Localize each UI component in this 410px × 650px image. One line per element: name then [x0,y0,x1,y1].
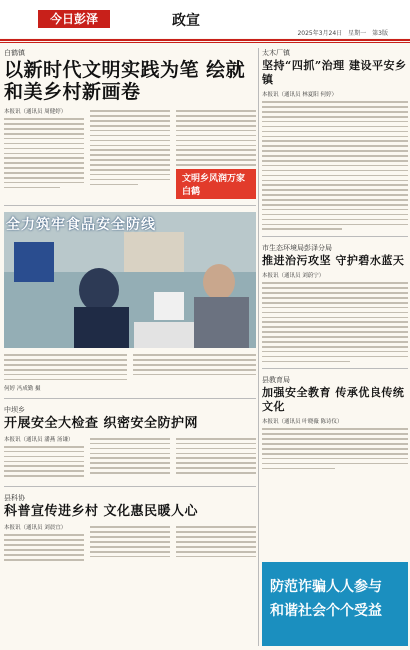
left-column [4,48,256,564]
text-block [90,110,170,185]
text-block [176,110,256,165]
column-divider [258,48,259,646]
masthead-rule [0,39,410,41]
story-byline: 本报讯（通讯员 刘晨宜） [4,525,67,532]
story-kicker: 白鹤镇 [4,49,25,57]
story-kicker: 中坝乡 [4,405,25,414]
text-block [4,118,84,188]
divider [4,205,256,206]
story-headline: 开展安全大检查 织密安全防护网 [4,415,199,431]
masthead [0,0,410,38]
divider [4,398,256,399]
photo-credit: 何婷 冯成勤 摄 [4,385,41,392]
newspaper-brand: 今日彭泽 [38,10,110,28]
lead-story-banner: 文明乡风润万家 白鹤 [176,169,256,199]
anti-fraud-banner [262,562,408,646]
divider [262,368,408,369]
story-byline: 本报讯（通讯员 叶晓薇 陈诗仪） [262,419,343,426]
photo-overlay-title: 全力筑牢食品安全防线 [6,216,156,233]
lead-story [4,48,256,199]
right-story-1 [262,48,408,230]
story-kicker: 县科协 [4,494,25,503]
photo-caption [4,351,256,392]
story-byline: 本报讯（通讯员 林夏阳 何婷） [262,92,337,98]
story-byline: 本报讯（通讯员 潘燕 汤谦） [4,436,74,443]
story-headline: 坚持“四抓”治理 建设平安乡镇 [262,59,407,86]
right-column [262,48,408,473]
divider [4,486,256,487]
story-kicker: 县教育局 [262,376,290,385]
right-story-3 [262,375,408,469]
right-story-2 [262,243,408,362]
story-body [4,107,256,199]
masthead-rule-thin [0,42,410,43]
dateline: 2025年3月24日 星期一 第3版 [297,30,388,37]
story-headline: 推进治污攻坚 守护碧水蓝天 [262,254,405,268]
story-headline: 加强安全教育 传承优良传统文化 [262,386,405,414]
story-byline: 本报讯（通讯员 刘蔚宁） [262,273,325,280]
section-title: 政宣 [172,13,200,29]
story-headline: 科普宣传进乡村 文化惠民暖人心 [4,504,199,520]
news-photo [4,212,256,348]
safety-story [4,405,256,481]
anti-fraud-line-2: 和谐社会个个受益 [270,603,382,619]
story-byline: 本报讯（通讯员 周健婷） [4,109,67,115]
anti-fraud-line-1: 防范诈骗人人参与 [270,579,382,595]
divider [262,236,408,237]
science-story [4,493,256,564]
story-kicker: 太木厂镇 [262,49,290,57]
story-headline: 以新时代文明实践为笔 绘就和美乡村新画卷 [4,59,246,103]
story-kicker: 市生态环境局彭泽分局 [262,244,332,253]
